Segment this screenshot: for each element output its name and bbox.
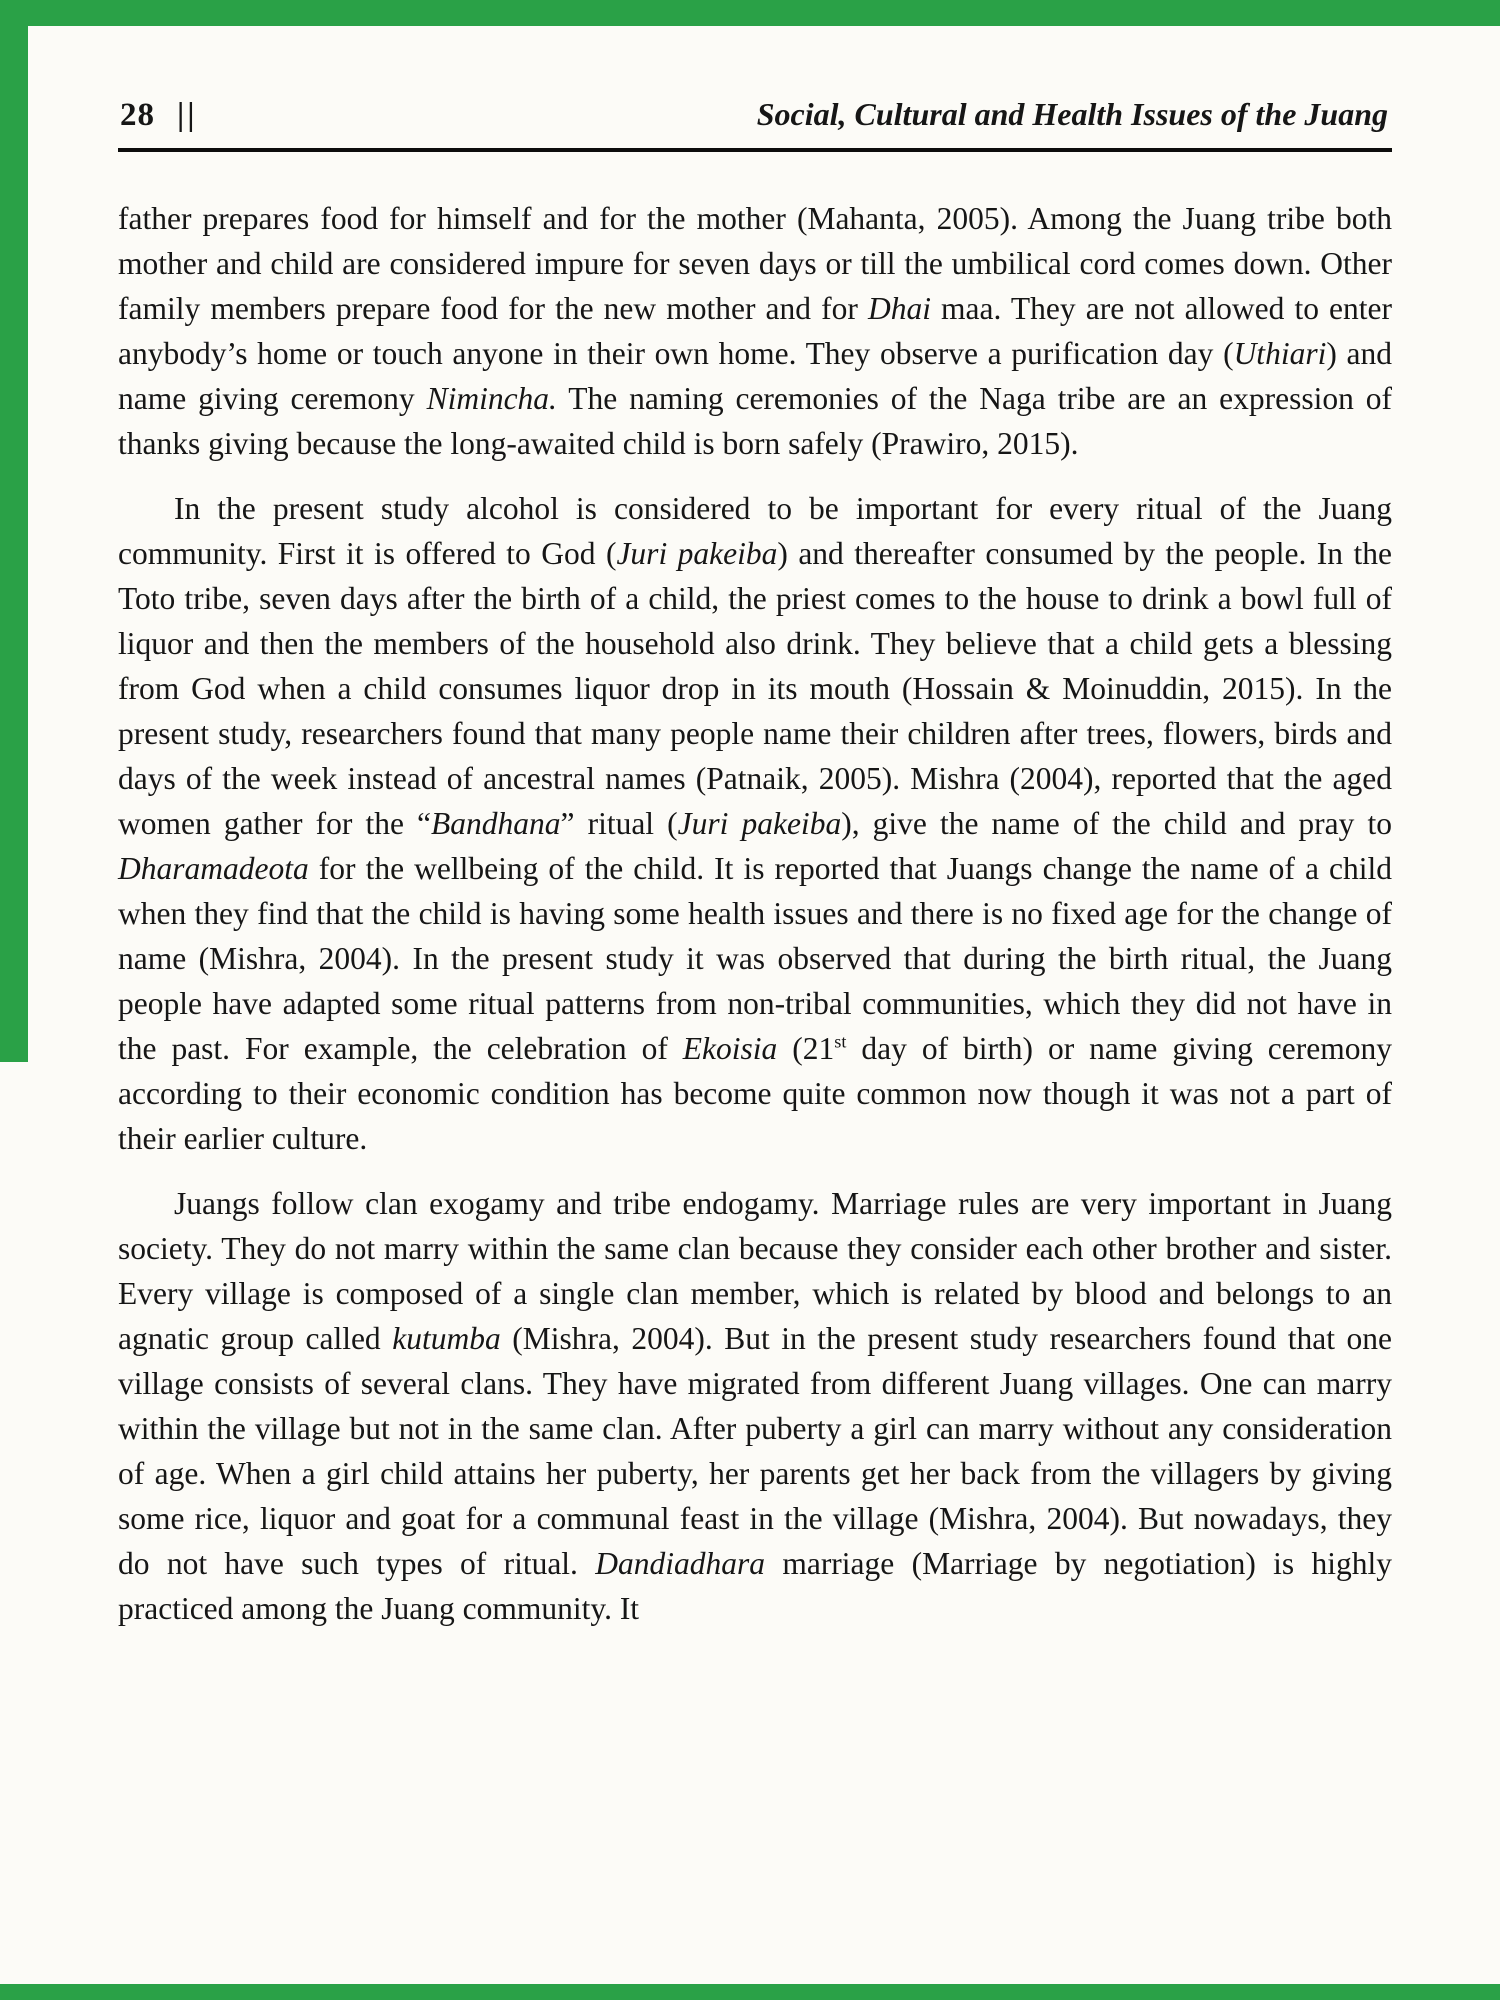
text-run: ), give the name of the child and pray to	[841, 806, 1392, 841]
header-rule	[118, 148, 1392, 152]
running-head-title: Social, Cultural and Health Issues of the Juang	[756, 96, 1388, 132]
text-run: Juangs follow clan exogamy and tribe endogamy. Marriage rules are very important in Juang society. They do not marry within the same clan because they consider each other brother and sister. Every village is composed of a single clan member, which is related by blood and belongs to an agnatic group called	[118, 1186, 1392, 1356]
text-run: day of birth) or name giving ceremony according to their economic condition has become quite common now though it was not a part of their earlier culture.	[118, 1031, 1392, 1156]
paragraph	[118, 196, 1392, 466]
header-separator: ||	[177, 97, 198, 133]
page-header	[118, 96, 1392, 148]
italic-run: Dandiadhara	[595, 1546, 766, 1581]
text-run: In the present study alcohol is considered to be important for every ritual of the Juang community. First it is offered to God (	[118, 491, 1392, 571]
text-run: father prepares food for himself and for the mother (Mahanta, 2005). Among the Juang tribe both mother and child are considered impure for seven days or till the umbilical cord comes down. Other family members prepare food for the new mother and for	[118, 201, 1392, 326]
text-run: ) and thereafter consumed by the people. In the Toto tribe, seven days after the birth of a child, the priest comes to the house to drink a bowl full of liquor and then the members of the household also drink. They believe that a child gets a blessing from God when a child consumes liquor drop in its mouth (Hossain & Moinuddin, 2015). In the present study, researchers found that many people name their children after trees, flowers, birds and days of the week instead of ancestral names (Patnaik, 2005). Mishra (2004), reported that the aged women gather for the “	[118, 536, 1392, 841]
text-run: for the wellbeing of the child. It is reported that Juangs change the name of a child when they find that the child is having some health issues and there is no fixed age for the change of name (Mishra, 2004). In the present study it was observed that during the birth ritual, the Juang people have adapted some ritual patterns from non-tribal communities, which they did not have in the past. For example, the celebration of	[118, 851, 1392, 1066]
text-run: ” ritual (	[560, 806, 678, 841]
italic-run: Ekoisia	[682, 1031, 778, 1066]
text-run: ) and name giving ceremony	[118, 336, 1392, 416]
italic-run: Dharamadeota	[118, 851, 309, 886]
body-text	[118, 196, 1392, 1631]
italic-run: kutumba	[392, 1321, 501, 1356]
italic-run: Nimincha.	[426, 381, 557, 416]
italic-run: Juri pakeiba	[616, 536, 778, 571]
text-run: (21	[777, 1031, 835, 1066]
text-run: marriage (Marriage by negotiation) is highly practiced among the Juang community. It	[118, 1546, 1392, 1626]
text-run: maa. They are not allowed to enter anybody’s home or touch anyone in their own home. They observe a purification day (	[118, 291, 1392, 371]
italic-run: Bandhana	[431, 806, 561, 841]
italic-run: Dhai	[867, 291, 931, 326]
page-header-left	[120, 97, 198, 134]
superscript-run: st	[834, 1031, 847, 1052]
text-run: (Mishra, 2004). But in the present study researchers found that one village consists of several clans. They have migrated from different Juang villages. One can marry within the village but not in the same clan. After puberty a girl can marry without any consideration of age. When a girl child attains her puberty, her parents get her back from the villagers by giving some rice, liquor and goat for a communal feast in the village (Mishra, 2004). But nowadays, they do not have such types of ritual.	[118, 1321, 1392, 1581]
text-run: The naming ceremonies of the Naga tribe are an expression of thanks giving because the long-awaited child is born safely (Prawiro, 2015).	[118, 381, 1393, 461]
italic-run: Uthiari	[1233, 336, 1327, 371]
paragraph	[118, 1181, 1392, 1631]
page-number: 28	[120, 97, 155, 133]
paragraph	[118, 486, 1392, 1161]
italic-run: Juri pakeiba	[677, 806, 842, 841]
